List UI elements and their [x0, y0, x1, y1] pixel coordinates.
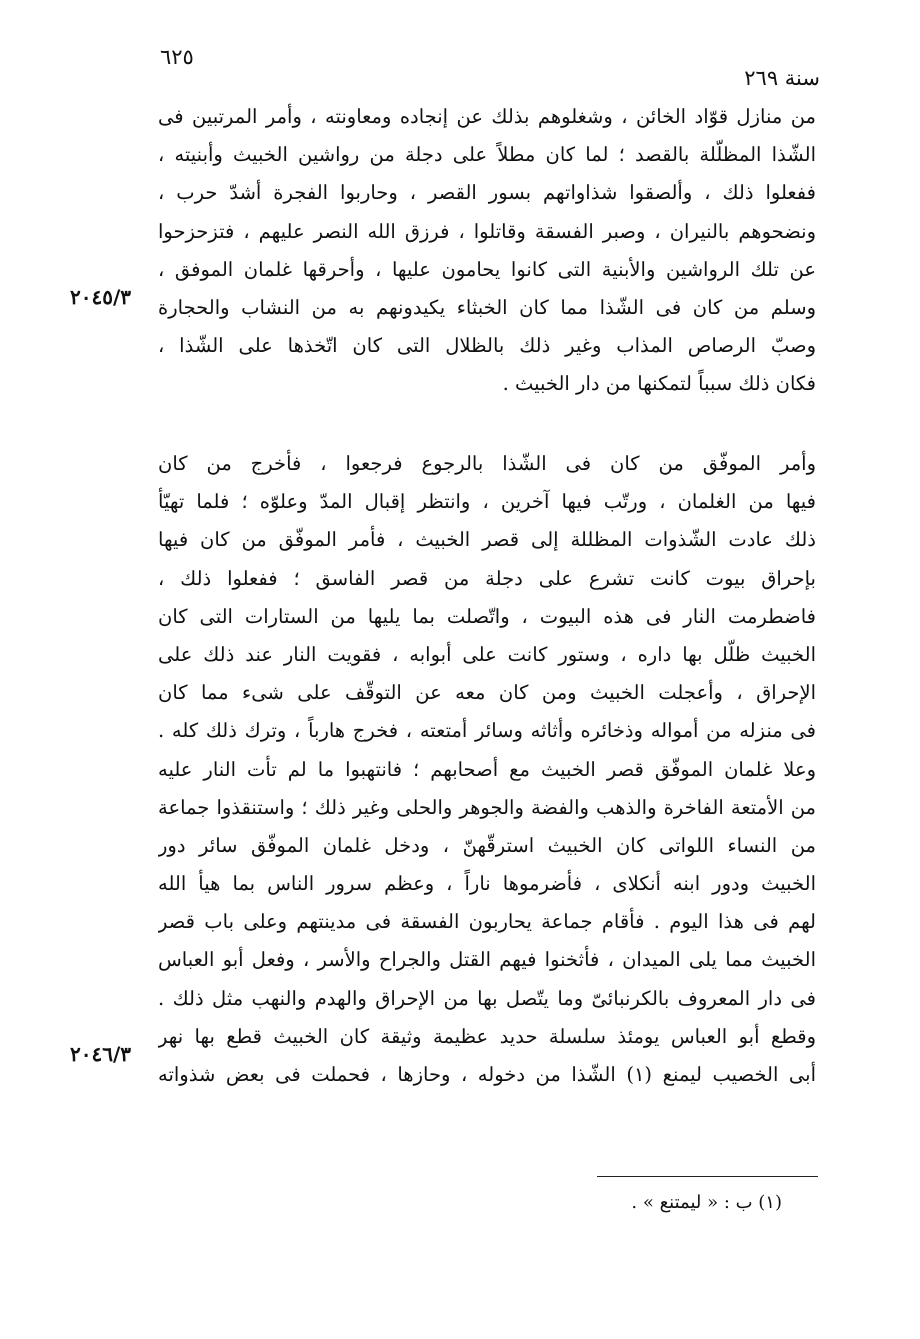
text-line: فكان ذلك سبباً لتمكنها من دار الخبيث .: [502, 372, 816, 396]
paragraph: [158, 445, 816, 1094]
text-line: فى دار المعروف بالكرنبائىّ وما يتّصل بها من الإحراق والهدم والنهب مثل ذلك .: [158, 986, 816, 1010]
text-line: وقطع أبو العباس يومئذ سلسلة حديد عظيمة وثيقة كان الخبيث قطع بها نهر: [158, 1024, 816, 1048]
text-line: ففعلوا ذلك ، وألصقوا شذاواتهم بسور القصر ، وحاربوا الفجرة أشدّ حرب ،: [158, 181, 816, 205]
page-number: ٦٢٥: [160, 45, 194, 69]
text-line: فاضطرمت النار فى هذه البيوت ، واتّصلت بما يليها من الستارات التى كان: [158, 604, 816, 628]
margin-reference-note: ٢٠٤٦/٣: [70, 1042, 132, 1066]
text-line: الخبيث مما يلى الميدان ، فأثخنوا فيهم القتل والجراح والأسر ، وفعل أبو العباس: [158, 948, 816, 972]
running-header-year: سنة ٢٦٩: [744, 66, 820, 90]
text-line: الخبيث ودور ابنه أنكلاى ، فأضرموها ناراً ، وعظم سرور الناس بما هيأ الله: [158, 872, 816, 896]
text-line: وصبّ الرصاص المذاب وغير ذلك بالظلال التى كان اتّخذها على الشّذا ،: [158, 334, 816, 358]
footnote-separator: [597, 1176, 818, 1177]
text-line: الإحراق ، وأعجلت الخبيث ومن كان معه عن التوقّف على شىء مما كان: [158, 681, 816, 705]
text-line: أبى الخصيب ليمنع (١) الشّذا من دخوله ، وحازها ، فحملت فى بعض شذواته: [158, 1063, 816, 1086]
text-line: فيها من الغلمان ، ورتّب فيها آخرين ، وانتظر إقبال المدّ وعلوّه ؛ فلما تهيّأ: [158, 490, 816, 514]
text-line: وعلا غلمان الموفّق قصر الخبيث مع أصحابهم ؛ فانتهبوا ما لم تأت النار عليه: [158, 757, 816, 781]
text-line: فى منزله من أمواله وذخائره وأثاثه وسائر أمتعته ، فخرج هارباً ، وترك ذلك كله .: [158, 719, 816, 743]
text-line: لهم فى هذا اليوم . فأقام جماعة يحاربون الفسقة فى مدينتهم وعلى باب قصر: [158, 910, 816, 934]
text-line: بإحراق بيوت كانت تشرع على دجلة من قصر الفاسق ؛ ففعلوا ذلك ،: [158, 566, 816, 590]
paragraph: [158, 98, 816, 404]
text-line: الشّذا المظلّلة بالقصد ؛ لما كان مطلاً على دجلة من رواشين الخبيث وأبنيته ،: [158, 143, 816, 167]
footnote: (١) ب : « ليمتنع » .: [631, 1192, 782, 1213]
text-line: من النساء اللواتى كان الخبيث استرقّهنّ ، ودخل غلمان الموفّق سائر دور: [158, 833, 816, 857]
margin-reference-note: ٢٠٤٥/٣: [70, 285, 132, 309]
text-line: من الأمتعة الفاخرة والذهب والفضة والجوهر والحلى وغير ذلك ؛ واستنقذوا جماعة: [158, 795, 816, 819]
text-line: من منازل قوّاد الخائن ، وشغلوهم بذلك عن إنجاده ومعاونته ، وأمر المرتبين فى: [158, 105, 816, 128]
text-line: وسلم من كان فى الشّذا مما كان الخبثاء يكيدونهم به من النشاب والحجارة: [158, 295, 816, 319]
text-line: عن تلك الرواشين والأبنية التى كانوا يحامون عليها ، وأحرقها غلمان الموفق ،: [158, 257, 816, 281]
text-line: الخبيث ظلّل بها داره ، وستور كانت على أبوابه ، فقويت النار عند ذلك على: [158, 642, 816, 666]
text-line: ونضحوهم بالنيران ، وصبر الفسقة وقاتلوا ، فرزق الله النصر عليهم ، فتزحزحوا: [158, 219, 816, 243]
text-line: وأمر الموفّق من كان فى الشّذا بالرجوع فرجعوا ، فأخرج من كان: [158, 452, 816, 475]
text-line: ذلك عادت الشّذوات المظللة إلى قصر الخبيث ، فأمر الموفّق من كان فيها: [158, 528, 816, 552]
